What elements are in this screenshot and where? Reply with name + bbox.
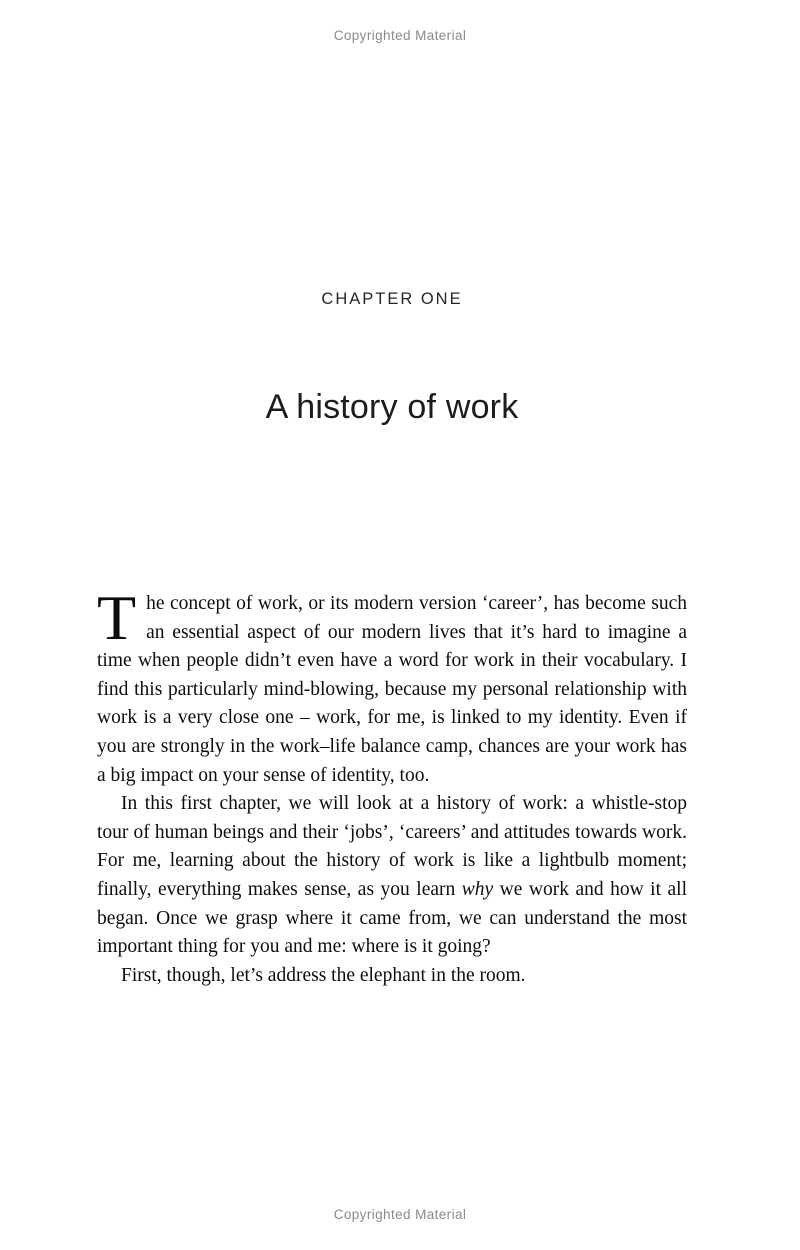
drop-cap: T	[97, 582, 137, 653]
body-text	[97, 582, 687, 990]
paragraph-3-text: First, though, let’s address the elephant in the room.	[121, 964, 526, 986]
paragraph-3	[97, 962, 687, 991]
paragraph-2-text-pre: In this first chapter, we will look at a history of work: a whistle-stop tour of human beings and their ‘jobs’, ‘careers’ and attitudes towards work. For me, learning about the history of work is like a lightbulb moment; finally, everything makes sense, as you learn	[97, 793, 687, 900]
copyright-notice-top: Copyrighted Material	[333, 28, 467, 43]
paragraph-1-text: he concept of work, or its modern version ‘career’, has become such an essential aspect of our modern lives that it’s hard to imagine a time when people didn’t even have a word for work in their vocabulary. I find this particularly mind-blowing, because my personal relationship with work is a very close one – work, for me, is linked to my identity. Even if you are strongly in the work–life balance camp, chances are your work has a big impact on your sense of identity, too.	[97, 593, 687, 786]
paragraph-2-text-post: we work and how it all began. Once we grasp where it came from, we can understand the most important thing for you and me: where is it going?	[97, 878, 687, 958]
paragraph-2-italic-word: why	[461, 878, 494, 900]
chapter-title: A history of work	[265, 388, 519, 426]
paragraph-1	[97, 582, 687, 790]
paragraph-2	[97, 790, 687, 962]
copyright-notice-bottom: Copyrighted Material	[333, 1207, 467, 1222]
chapter-label: CHAPTER ONE	[321, 290, 463, 308]
